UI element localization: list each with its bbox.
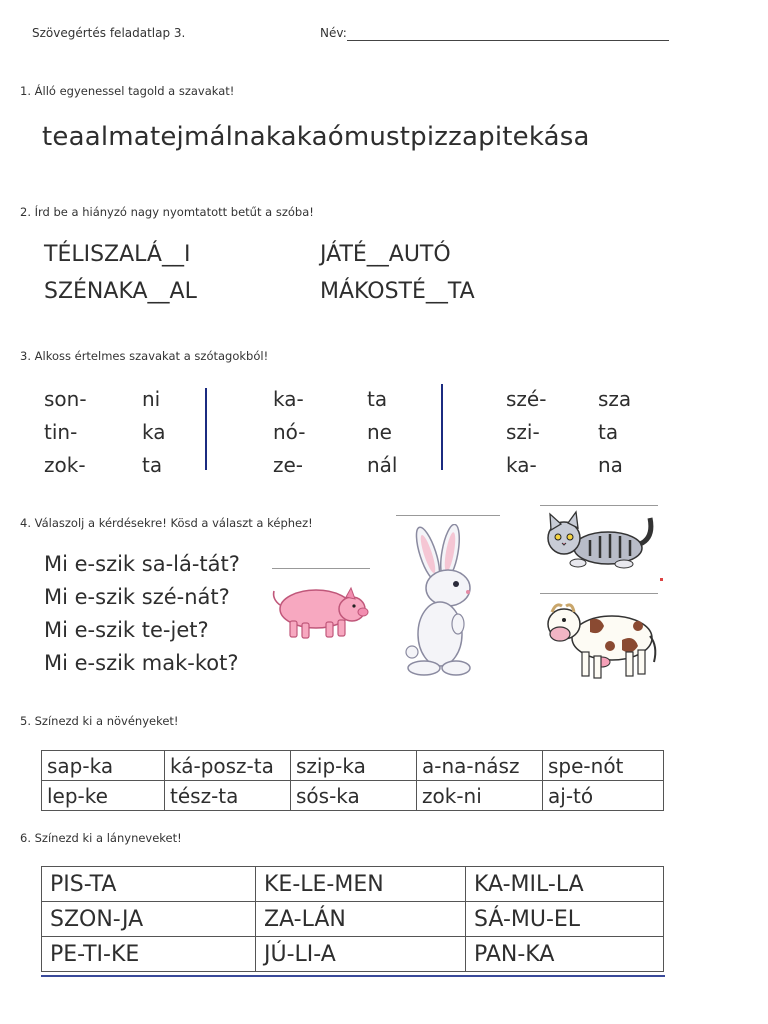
name-field[interactable]: [347, 40, 669, 41]
scan-line: [540, 505, 658, 506]
table-row: [42, 902, 664, 937]
syllable: nál: [367, 453, 398, 477]
syllable: sza: [598, 387, 632, 411]
name-cell[interactable]: PIS-TA: [42, 867, 256, 902]
group-divider: [441, 384, 443, 470]
name-cell[interactable]: PE-TI-KE: [42, 937, 256, 972]
group-divider: [205, 388, 207, 470]
name-cell[interactable]: ZA-LÁN: [256, 902, 466, 937]
name-cell[interactable]: SZON-JA: [42, 902, 256, 937]
task2-word: MÁKOSTÉ__TA: [320, 279, 475, 304]
word-cell[interactable]: ká-posz-ta: [165, 751, 291, 781]
question: Mi e-szik sa-lá-tát?: [44, 552, 240, 576]
task2-word: JÁTÉ__AUTÓ: [320, 242, 451, 267]
word-cell[interactable]: tész-ta: [165, 781, 291, 811]
scan-line: [540, 593, 658, 594]
task1-word-chain: teaalmatejmálnakakaómustpizzapitekása: [42, 122, 590, 152]
rabbit-icon: [398, 524, 488, 680]
plants-table: [41, 750, 664, 811]
syllable: nó-: [273, 420, 306, 444]
word-cell[interactable]: a-na-nász: [417, 751, 543, 781]
syllable: ta: [142, 453, 163, 477]
syllable: na: [598, 453, 623, 477]
table-row: [42, 781, 664, 811]
task2-instruction: 2. Írd be a hiányzó nagy nyomtatott betűt a szóba!: [20, 205, 314, 219]
name-label: Név:: [320, 26, 347, 40]
syllable: szi-: [506, 420, 540, 444]
task5-instruction: 5. Színezd ki a növényeket!: [20, 714, 179, 728]
syllable: ta: [367, 387, 388, 411]
word-cell[interactable]: aj-tó: [543, 781, 664, 811]
task3-instruction: 3. Alkoss értelmes szavakat a szótagokból!: [20, 349, 269, 363]
question: Mi e-szik szé-nát?: [44, 585, 230, 609]
syllable: ka: [142, 420, 166, 444]
task2-word: TÉLISZALÁ__I: [44, 242, 191, 267]
name-cell[interactable]: JÚ-LI-A: [256, 937, 466, 972]
name-cell[interactable]: KA-MIL-LA: [466, 867, 664, 902]
word-cell[interactable]: szip-ka: [291, 751, 417, 781]
table-row: [42, 867, 664, 902]
word-cell[interactable]: spe-nót: [543, 751, 664, 781]
syllable: ne: [367, 420, 392, 444]
syllable: szé-: [506, 387, 547, 411]
syllable: ni: [142, 387, 161, 411]
task1-instruction: 1. Álló egyenessel tagold a szavakat!: [20, 84, 235, 98]
syllable: ta: [598, 420, 619, 444]
stray-mark: [660, 578, 663, 581]
syllable: ka-: [506, 453, 537, 477]
table-row: [42, 937, 664, 972]
name-cell[interactable]: KE-LE-MEN: [256, 867, 466, 902]
names-table: [41, 866, 664, 972]
pig-icon: [268, 575, 372, 643]
syllable: ka-: [273, 387, 304, 411]
question: Mi e-szik mak-kot?: [44, 651, 239, 675]
name-cell[interactable]: SÁ-MU-EL: [466, 902, 664, 937]
word-cell[interactable]: lep-ke: [42, 781, 165, 811]
syllable: zok-: [44, 453, 86, 477]
scan-line: [272, 568, 370, 569]
cat-icon: [542, 510, 656, 572]
scan-line: [396, 515, 500, 516]
task6-instruction: 6. Színezd ki a lányneveket!: [20, 831, 182, 845]
syllable: ze-: [273, 453, 304, 477]
syllable: tin-: [44, 420, 78, 444]
table-underline: [41, 975, 665, 977]
worksheet-title: Szövegértés feladatlap 3.: [32, 26, 186, 40]
table-row: [42, 751, 664, 781]
syllable: son-: [44, 387, 87, 411]
task2-word: SZÉNAKA__AL: [44, 279, 197, 304]
cow-icon: [542, 600, 660, 682]
word-cell[interactable]: sap-ka: [42, 751, 165, 781]
task4-instruction: 4. Válaszolj a kérdésekre! Kösd a választ a képhez!: [20, 516, 313, 530]
word-cell[interactable]: zok-ni: [417, 781, 543, 811]
question: Mi e-szik te-jet?: [44, 618, 209, 642]
word-cell[interactable]: sós-ka: [291, 781, 417, 811]
name-cell[interactable]: PAN-KA: [466, 937, 664, 972]
